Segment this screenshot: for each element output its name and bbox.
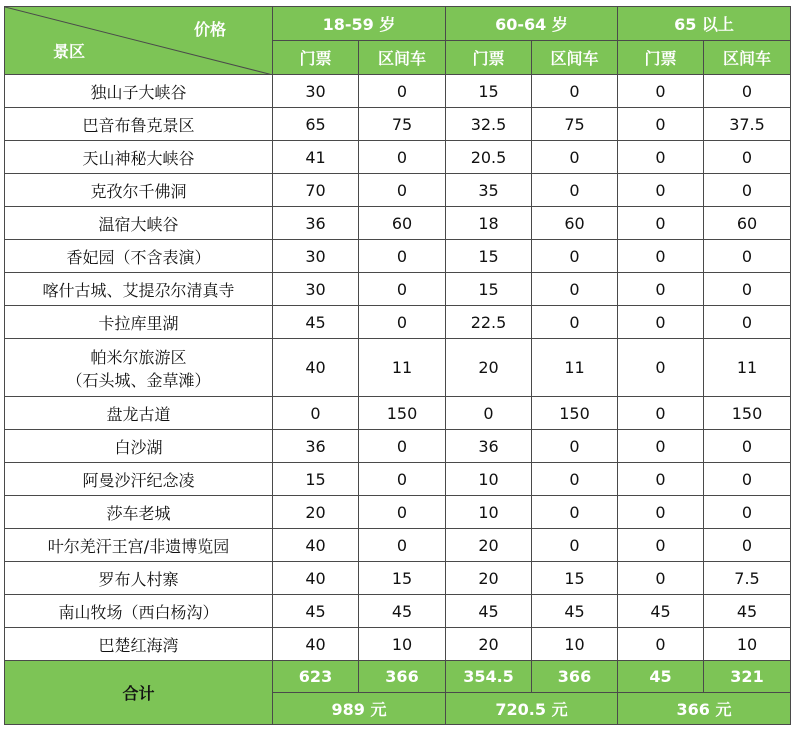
sub-header-ticket: 门票 — [618, 41, 704, 75]
scenic-name-cell — [5, 595, 273, 628]
price-cell: 0 — [618, 273, 704, 306]
price-cell: 0 — [704, 141, 791, 174]
table-row — [5, 496, 791, 529]
price-cell: 45 — [532, 595, 618, 628]
scenic-name: 独山子大峡谷 — [90, 82, 187, 102]
price-cell: 60 — [532, 207, 618, 240]
price-cell: 0 — [532, 141, 618, 174]
total-cell: 623 — [273, 661, 359, 693]
scenic-name: 盘龙古道 — [106, 404, 171, 424]
sub-header-shuttle: 区间车 — [532, 41, 618, 75]
price-cell: 35 — [446, 174, 532, 207]
scenic-name-cell — [5, 463, 273, 496]
scenic-name: 巴楚红海湾 — [98, 635, 179, 655]
scenic-name-cell — [5, 397, 273, 430]
scenic-name-cell — [5, 141, 273, 174]
price-cell: 0 — [704, 306, 791, 339]
table-row — [5, 562, 791, 595]
price-cell: 0 — [618, 628, 704, 661]
price-cell: 0 — [618, 174, 704, 207]
scenic-name: 温宿大峡谷 — [98, 214, 179, 234]
group-header-18-59: 18-59 岁 — [273, 7, 446, 41]
price-cell: 37.5 — [704, 108, 791, 141]
price-cell: 0 — [359, 463, 446, 496]
price-cell: 0 — [618, 430, 704, 463]
table-row — [5, 595, 791, 628]
price-cell: 0 — [359, 430, 446, 463]
price-cell: 40 — [273, 562, 359, 595]
price-cell: 10 — [704, 628, 791, 661]
group-header-60-64: 60-64 岁 — [446, 7, 618, 41]
price-cell: 0 — [532, 273, 618, 306]
price-cell: 0 — [618, 75, 704, 108]
price-cell: 20 — [273, 496, 359, 529]
table-row — [5, 273, 791, 306]
price-cell: 75 — [532, 108, 618, 141]
price-cell: 20 — [446, 628, 532, 661]
total-label: 合计 — [5, 661, 273, 725]
scenic-name: 阿曼沙汗纪念凌 — [82, 470, 195, 490]
price-cell: 0 — [704, 273, 791, 306]
price-cell: 30 — [273, 75, 359, 108]
price-cell: 15 — [359, 562, 446, 595]
price-cell: 32.5 — [446, 108, 532, 141]
sub-header-ticket: 门票 — [446, 41, 532, 75]
table-row — [5, 174, 791, 207]
price-cell: 7.5 — [704, 562, 791, 595]
scenic-name-cell — [5, 628, 273, 661]
grand-total-60-64: 720.5 元 — [446, 693, 618, 725]
sub-header-shuttle: 区间车 — [704, 41, 791, 75]
grand-total-65-plus: 366 元 — [618, 693, 791, 725]
table-row — [5, 628, 791, 661]
price-cell: 36 — [273, 207, 359, 240]
price-cell: 0 — [618, 529, 704, 562]
scenic-name: 克孜尔千佛洞 — [90, 181, 187, 201]
price-cell: 11 — [704, 339, 791, 397]
table-row — [5, 529, 791, 562]
price-cell: 0 — [359, 496, 446, 529]
table-row — [5, 75, 791, 108]
table-row — [5, 339, 791, 397]
scenic-name: 帕米尔旅游区 — [90, 347, 187, 367]
price-cell: 30 — [273, 240, 359, 273]
price-cell: 0 — [618, 207, 704, 240]
table-row — [5, 463, 791, 496]
price-cell: 0 — [618, 306, 704, 339]
scenic-name-sub: （石头城、金草滩） — [66, 370, 211, 390]
header-row-groups — [5, 7, 791, 41]
price-cell: 40 — [273, 339, 359, 397]
diagonal-line — [5, 7, 273, 75]
scenic-name-cell — [5, 306, 273, 339]
price-cell: 0 — [532, 496, 618, 529]
price-cell: 36 — [273, 430, 359, 463]
price-cell: 20.5 — [446, 141, 532, 174]
price-cell: 10 — [359, 628, 446, 661]
price-cell: 75 — [359, 108, 446, 141]
price-cell: 0 — [704, 174, 791, 207]
price-cell: 0 — [446, 397, 532, 430]
price-cell: 15 — [446, 240, 532, 273]
grand-total-18-59: 989 元 — [273, 693, 446, 725]
table-row — [5, 141, 791, 174]
price-cell: 0 — [618, 240, 704, 273]
corner-label-scenic: 景区 — [53, 42, 86, 61]
price-table — [4, 6, 791, 725]
price-cell: 40 — [273, 529, 359, 562]
table-row — [5, 108, 791, 141]
table-body — [5, 75, 791, 661]
scenic-name: 白沙湖 — [114, 437, 163, 457]
price-cell: 0 — [359, 529, 446, 562]
price-cell: 20 — [446, 339, 532, 397]
scenic-name: 卡拉库里湖 — [98, 313, 179, 333]
scenic-name-cell — [5, 108, 273, 141]
price-cell: 0 — [359, 240, 446, 273]
price-cell: 10 — [446, 496, 532, 529]
price-cell: 45 — [704, 595, 791, 628]
price-cell: 0 — [618, 496, 704, 529]
total-cell: 321 — [704, 661, 791, 693]
price-cell: 0 — [532, 463, 618, 496]
price-cell: 15 — [446, 273, 532, 306]
price-cell: 0 — [618, 339, 704, 397]
price-cell: 45 — [273, 595, 359, 628]
scenic-name-cell — [5, 207, 273, 240]
price-cell: 0 — [618, 463, 704, 496]
price-cell: 0 — [532, 306, 618, 339]
price-cell: 11 — [532, 339, 618, 397]
price-cell: 0 — [359, 306, 446, 339]
scenic-name-cell — [5, 529, 273, 562]
total-row — [5, 661, 791, 693]
scenic-name: 叶尔羌汗王宫/非遗博览园 — [47, 536, 230, 556]
scenic-name-cell — [5, 496, 273, 529]
price-cell: 20 — [446, 562, 532, 595]
sub-header-ticket: 门票 — [273, 41, 359, 75]
price-cell: 30 — [273, 273, 359, 306]
price-cell: 60 — [359, 207, 446, 240]
scenic-name-cell — [5, 75, 273, 108]
price-cell: 0 — [532, 430, 618, 463]
price-cell: 65 — [273, 108, 359, 141]
price-cell: 11 — [359, 339, 446, 397]
scenic-name-cell — [5, 430, 273, 463]
price-cell: 22.5 — [446, 306, 532, 339]
price-cell: 150 — [704, 397, 791, 430]
scenic-name: 香妃园（不含表演） — [66, 247, 211, 267]
scenic-name: 喀什古城、艾提尕尔清真寺 — [42, 280, 235, 300]
price-cell: 36 — [446, 430, 532, 463]
price-cell: 0 — [704, 463, 791, 496]
price-cell: 150 — [359, 397, 446, 430]
price-cell: 0 — [618, 108, 704, 141]
total-cell: 366 — [359, 661, 446, 693]
price-cell: 0 — [532, 174, 618, 207]
corner-header-cell — [5, 7, 273, 75]
price-cell: 0 — [359, 75, 446, 108]
scenic-name-cell — [5, 273, 273, 306]
scenic-name: 莎车老城 — [106, 503, 171, 523]
price-cell: 0 — [359, 273, 446, 306]
price-cell: 0 — [618, 397, 704, 430]
price-cell: 45 — [359, 595, 446, 628]
price-cell: 15 — [446, 75, 532, 108]
scenic-name-cell — [5, 339, 273, 397]
price-cell: 45 — [273, 306, 359, 339]
price-cell: 0 — [532, 75, 618, 108]
price-cell: 45 — [618, 595, 704, 628]
scenic-name: 南山牧场（西白杨沟） — [58, 602, 219, 622]
price-cell: 0 — [704, 496, 791, 529]
price-cell: 0 — [704, 529, 791, 562]
table-row — [5, 240, 791, 273]
price-cell: 40 — [273, 628, 359, 661]
table-row — [5, 397, 791, 430]
price-cell: 0 — [618, 562, 704, 595]
scenic-name-cell — [5, 240, 273, 273]
price-cell: 0 — [532, 529, 618, 562]
price-cell: 20 — [446, 529, 532, 562]
sub-header-shuttle: 区间车 — [359, 41, 446, 75]
price-cell: 0 — [704, 240, 791, 273]
price-cell: 0 — [359, 141, 446, 174]
total-cell: 45 — [618, 661, 704, 693]
group-header-65-plus: 65 以上 — [618, 7, 791, 41]
table-row — [5, 306, 791, 339]
table-row — [5, 207, 791, 240]
total-cell: 354.5 — [446, 661, 532, 693]
table-row — [5, 430, 791, 463]
price-cell: 0 — [618, 141, 704, 174]
price-cell: 0 — [704, 75, 791, 108]
price-cell: 10 — [446, 463, 532, 496]
price-cell: 150 — [532, 397, 618, 430]
price-cell: 0 — [359, 174, 446, 207]
scenic-name: 罗布人村寨 — [98, 569, 179, 589]
price-cell: 0 — [273, 397, 359, 430]
scenic-name-cell — [5, 174, 273, 207]
scenic-name: 天山神秘大峡谷 — [82, 148, 195, 168]
price-cell: 15 — [273, 463, 359, 496]
scenic-name: 巴音布鲁克景区 — [82, 115, 195, 135]
corner-label-price: 价格 — [193, 20, 226, 39]
price-cell: 18 — [446, 207, 532, 240]
price-cell: 0 — [704, 430, 791, 463]
scenic-name-cell — [5, 562, 273, 595]
price-cell: 41 — [273, 141, 359, 174]
price-cell: 60 — [704, 207, 791, 240]
price-cell: 0 — [532, 240, 618, 273]
price-cell: 70 — [273, 174, 359, 207]
price-cell: 15 — [532, 562, 618, 595]
price-cell: 10 — [532, 628, 618, 661]
price-cell: 45 — [446, 595, 532, 628]
total-cell: 366 — [532, 661, 618, 693]
